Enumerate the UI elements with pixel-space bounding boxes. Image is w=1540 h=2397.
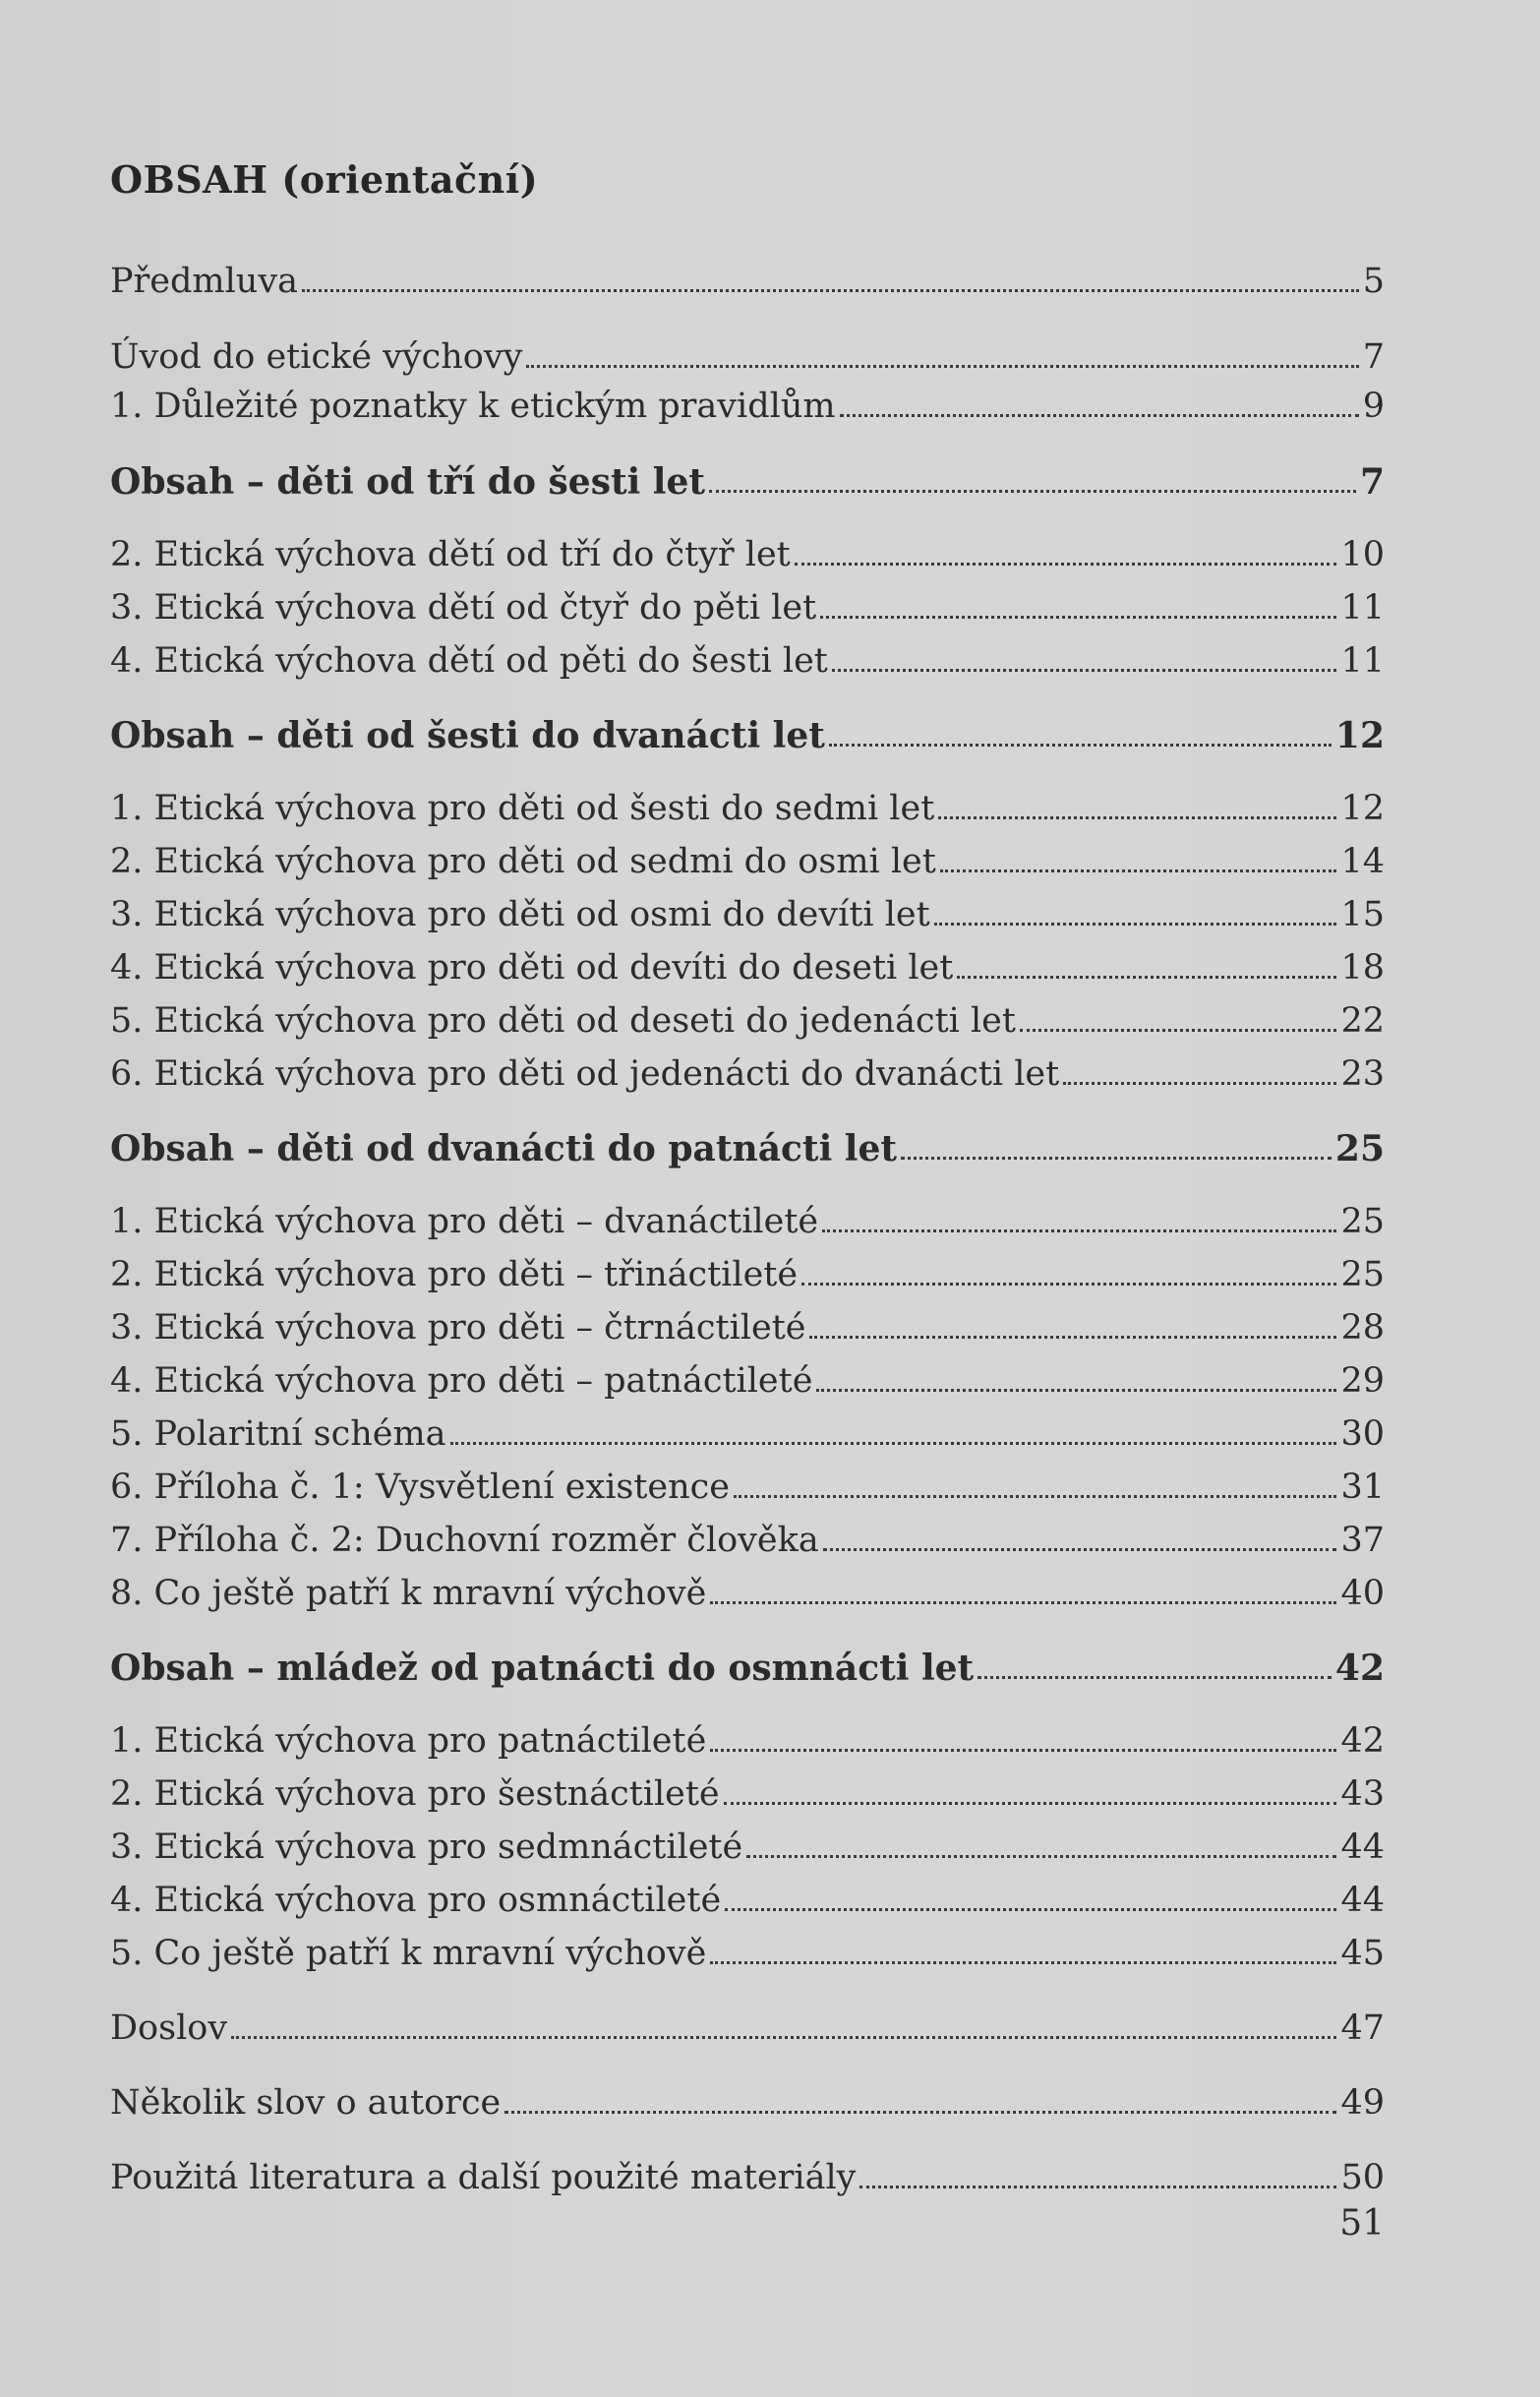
toc-entry-title: 3. Etická výchova dětí od čtyř do pěti let [110,588,817,628]
toc-entry-title: 5. Etická výchova pro děti od deseti do jedenácti let [110,1001,1016,1041]
dot-leader [725,1908,1336,1911]
toc-entry [110,1767,1385,1816]
toc-entry [110,379,1385,428]
dot-leader [746,1855,1336,1858]
toc-entry [110,1247,1385,1296]
toc-entry-title: 1. Důležité poznatky k etickým pravidlům [110,387,836,426]
dot-leader [302,289,1359,292]
toc-entry [110,633,1385,683]
toc-entry-page: 42 [1340,1721,1385,1761]
toc-section-heading [110,708,1385,757]
dot-leader [801,1283,1336,1286]
toc-entry-title: 5. Co ještě patří k mravní výchově [110,1934,707,1973]
toc-entry-title: Obsah – mládež od patnácti do osmnácti let [110,1648,975,1689]
toc-entry-title: 3. Etická výchova pro sedmnáctileté [110,1828,743,1867]
toc-entry-title: 1. Etická výchova pro děti – dvanáctileté [110,1202,819,1241]
dot-leader [710,1749,1336,1752]
toc-entry [110,330,1385,379]
table-of-contents [110,0,1385,2397]
dot-leader [823,1548,1337,1551]
toc-entry-title: 8. Co ještě patří k mravní výchově [110,1574,707,1613]
toc-entry-page: 10 [1340,535,1385,574]
dot-leader [859,2186,1336,2188]
dot-leader [809,1336,1336,1339]
toc-entry [110,254,1385,303]
toc-entry-title: Použitá literatura a další použité materiály [110,2158,857,2197]
dot-leader [816,1389,1336,1392]
toc-entry-title: Obsah – děti od dvanácti do patnácti let [110,1128,897,1169]
toc-entry [110,834,1385,883]
toc-entry-page: 30 [1340,1414,1385,1454]
dot-leader [710,1961,1336,1964]
dot-leader [822,1229,1336,1232]
dot-leader [832,669,1337,672]
toc-entry-title: 2. Etická výchova pro šestnáctileté [110,1774,720,1814]
dot-leader [840,414,1359,417]
toc-entry-title: 4. Etická výchova pro děti od devíti do deseti let [110,948,954,988]
toc-entry-page: 40 [1340,1574,1385,1613]
toc-entry [110,1713,1385,1763]
toc-entry-title: 5. Polaritní schéma [110,1414,446,1454]
toc-entry-title: 7. Příloha č. 2: Duchovní rozměr člověka [110,1521,819,1560]
toc-entry-title: 6. Etická výchova pro děti od jedenácti do dvanácti let [110,1054,1060,1094]
dot-leader [1020,1029,1337,1032]
toc-entry-page: 50 [1340,2158,1385,2197]
toc-section-heading [110,1121,1385,1170]
toc-entry-title: 3. Etická výchova pro děti od osmi do devíti let [110,895,930,934]
dot-leader [1063,1082,1336,1085]
dot-leader [526,365,1358,368]
toc-section-heading [110,1641,1385,1690]
toc-entry-page: 31 [1340,1468,1385,1507]
toc-heading: OBSAH (orientační) [110,157,539,202]
toc-entry-page: 12 [1340,789,1385,828]
toc-entry [110,580,1385,629]
toc-entry [110,1926,1385,1975]
toc-entry-page: 43 [1340,1774,1385,1814]
dot-leader [940,869,1337,872]
toc-entry-page: 7 [1362,337,1385,377]
dot-leader [829,744,1332,747]
toc-entry-title: 2. Etická výchova pro děti od sedmi do osmi let [110,842,936,881]
toc-entry-page: 44 [1340,1881,1385,1920]
toc-entry-title: Obsah – děti od šesti do dvanácti let [110,715,825,756]
toc-entry-title: 1. Etická výchova pro děti od šesti do sedmi let [110,789,935,828]
toc-entry-page: 47 [1340,2008,1385,2048]
toc-entry [110,940,1385,989]
dot-leader [938,816,1336,819]
toc-entry-page: 22 [1340,1001,1385,1041]
toc-entry [110,2150,1385,2199]
dot-leader [710,1601,1336,1604]
toc-entry-title: Úvod do etické výchovy [110,337,523,377]
toc-entry-page: 5 [1362,262,1385,301]
toc-section-heading [110,454,1385,504]
toc-entry-title: 4. Etická výchova pro osmnáctileté [110,1881,722,1920]
toc-entry-page: 14 [1340,842,1385,881]
dot-leader [231,2036,1336,2039]
toc-entry-page: 23 [1340,1054,1385,1094]
dot-leader [504,2111,1336,2114]
toc-entry-title: 3. Etická výchova pro děti – čtrnáctileté [110,1308,806,1348]
page-number: 51 [1339,2203,1385,2244]
toc-entry [110,1820,1385,1869]
toc-entry-page: 25 [1340,1202,1385,1241]
toc-entry-page: 7 [1359,461,1385,503]
dot-leader [820,616,1336,619]
toc-entry [110,1513,1385,1562]
toc-entry-page: 42 [1334,1648,1385,1689]
toc-entry [110,1300,1385,1349]
toc-entry-page: 25 [1334,1128,1385,1169]
toc-entry [110,1407,1385,1456]
toc-entry-title: 1. Etická výchova pro patnáctileté [110,1721,707,1761]
dot-leader [724,1802,1337,1805]
toc-entry-page: 44 [1340,1828,1385,1867]
toc-entry-title: 4. Etická výchova dětí od pěti do šesti let [110,641,828,681]
toc-entry [110,1353,1385,1403]
toc-entry [110,1194,1385,1243]
toc-entry [110,2075,1385,2125]
dot-leader [734,1495,1336,1498]
toc-entry-page: 25 [1340,1255,1385,1294]
toc-entry-page: 37 [1340,1521,1385,1560]
dot-leader [934,923,1337,926]
dot-leader [957,976,1336,979]
toc-entry [110,2001,1385,2050]
toc-entry [110,1873,1385,1922]
toc-entry-page: 18 [1340,948,1385,988]
toc-entry-page: 45 [1340,1934,1385,1973]
toc-entry-title: 2. Etická výchova pro děti – třináctileté [110,1255,799,1294]
toc-entry [110,1460,1385,1509]
toc-entry-page: 9 [1362,387,1385,426]
dot-leader [977,1676,1332,1679]
dot-leader [709,490,1356,493]
dot-leader [450,1442,1337,1445]
toc-entry-title: Předmluva [110,262,298,301]
toc-entry [110,993,1385,1043]
toc-entry-page: 12 [1334,715,1385,756]
toc-entry-page: 28 [1340,1308,1385,1348]
toc-entry-page: 29 [1340,1361,1385,1401]
toc-entry [110,527,1385,576]
toc-entry-page: 49 [1340,2083,1385,2123]
toc-entry [110,1047,1385,1096]
toc-entry-title: 6. Příloha č. 1: Vysvětlení existence [110,1468,730,1507]
toc-entry-page: 11 [1340,588,1385,628]
toc-entry-title: 2. Etická výchova dětí od tří do čtyř let [110,535,791,574]
toc-entry-page: 11 [1340,641,1385,681]
toc-entry [110,1566,1385,1615]
toc-entry [110,887,1385,936]
toc-entry-title: Obsah – děti od tří do šesti let [110,461,706,503]
toc-entry-page: 15 [1340,895,1385,934]
dot-leader [901,1157,1332,1160]
toc-entry-title: 4. Etická výchova pro děti – patnáctileté [110,1361,813,1401]
dot-leader [795,563,1337,566]
toc-entry [110,781,1385,830]
toc-entry-title: Několik slov o autorce [110,2083,502,2123]
toc-entry-title: Doslov [110,2008,228,2048]
